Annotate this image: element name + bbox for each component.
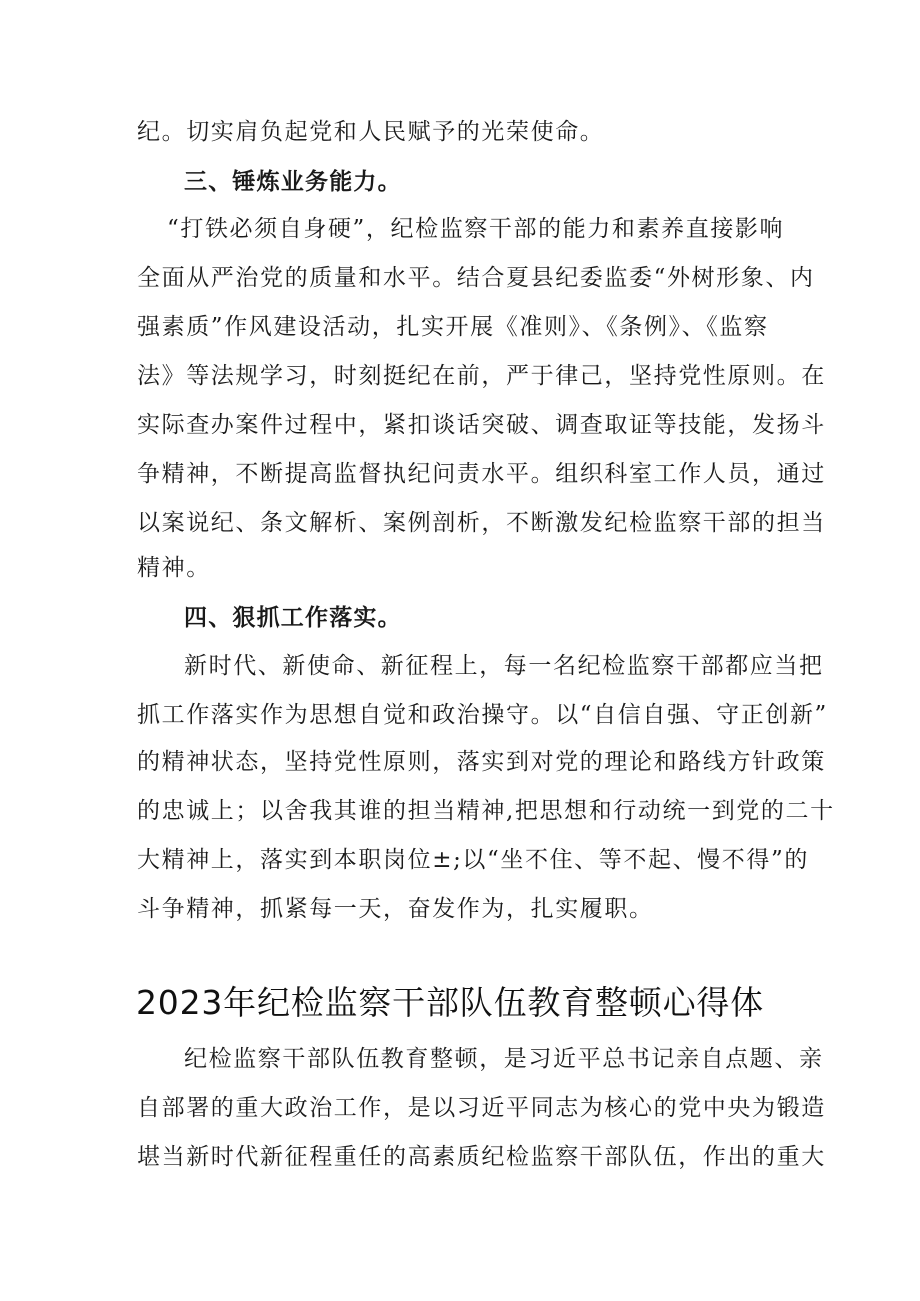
paragraph-line: 抓工作落实作为思想自觉和政治操守。以“自信自强、守正创新”	[137, 702, 828, 728]
paragraph-line: 法》等法规学习，时刻挺纪在前，严于律己，坚持党性原则。在	[137, 363, 826, 389]
document-title: 2023年纪检监察干部队伍教育整顿心得体	[136, 983, 764, 1022]
section-heading-3: 三、锤炼业务能力。	[184, 169, 402, 195]
paragraph-line: “打铁必须自身硬”，纪检监察干部的能力和素养直接影响	[167, 216, 785, 242]
paragraph-line: 堪当新时代新征程重任的高素质纪检监察干部队伍，作出的重大	[137, 1144, 826, 1170]
paragraph-line: 大精神上，落实到本职岗位±;以“坐不住、等不起、慢不得”的	[137, 847, 809, 873]
paragraph-line: 以案说纪、条文解析、案例剖析，不断激发纪检监察干部的担当	[137, 510, 826, 536]
paragraph-line: 的精神状态，坚持党性原则，落实到对党的理论和路线方针政策	[137, 749, 826, 775]
paragraph-line: 纪。切实肩负起党和人民赋予的光荣使命。	[137, 119, 605, 145]
paragraph-line: 全面从严治党的质量和水平。结合夏县纪委监委“外树形象、内	[137, 265, 815, 291]
paragraph-line: 自部署的重大政治工作，是以习近平同志为核心的党中央为锻造	[137, 1095, 826, 1121]
paragraph-line: 新时代、新使命、新征程上，每一名纪检监察干部都应当把	[184, 653, 824, 679]
paragraph-line: 强素质”作风建设活动，扎实开展《准则》、《条例》、《监察	[137, 314, 769, 340]
paragraph-line: 实际查办案件过程中，紧扣谈话突破、调查取证等技能，发扬斗	[137, 412, 826, 438]
paragraph-line: 争精神，不断提高监督执纪问责水平。组织科室工作人员，通过	[137, 461, 826, 487]
paragraph-line: 斗争精神，抓紧每一天，奋发作为，扎实履职。	[137, 896, 654, 922]
paragraph-line: 纪检监察干部队伍教育整顿，是习近平总书记亲自点题、亲	[184, 1046, 824, 1072]
paragraph-line: 精神。	[137, 555, 211, 581]
section-heading-4: 四、狠抓工作落实。	[184, 605, 402, 631]
paragraph-line: 的忠诚上；以舍我其谁的担当精神,把思想和行动统一到党的二十	[137, 798, 835, 824]
